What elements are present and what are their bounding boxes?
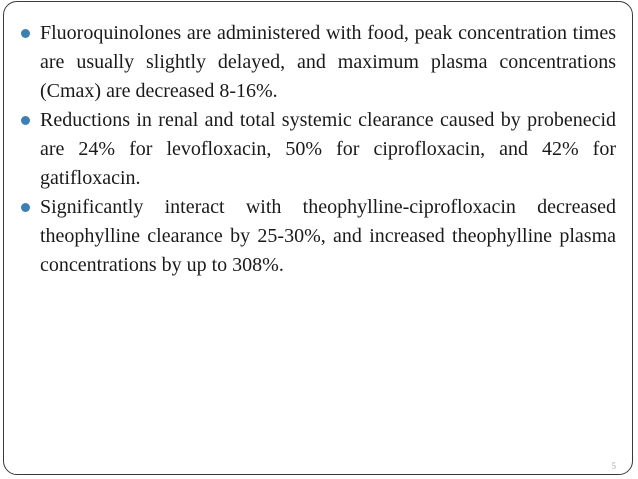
bullet-item-theophylline-interaction [18, 193, 616, 280]
bullet-icon [21, 116, 30, 125]
bullet-list [18, 19, 616, 280]
bullet-item-probenecid-clearance [18, 106, 616, 193]
bullet-item-food-effect [18, 19, 616, 106]
bullet-text: Fluoroquinolones are administered with food, peak concentration times are usually slightly delayed, and maximum plasma concentrations (Cmax) are decreased 8-16%. [40, 22, 616, 102]
bullet-icon [21, 203, 30, 212]
page-number: 5 [611, 461, 616, 471]
bullet-text: Reductions in renal and total systemic clearance caused by probenecid are 24% for levofloxacin, 50% for ciprofloxacin, and 42% for gatifloxacin. [40, 109, 616, 189]
bullet-icon [21, 29, 30, 38]
bullet-text: Significantly interact with theophylline-ciprofloxacin decreased theophylline clearance by 25-30%, and increased theophylline plasma concentrations by up to 308%. [40, 196, 616, 276]
